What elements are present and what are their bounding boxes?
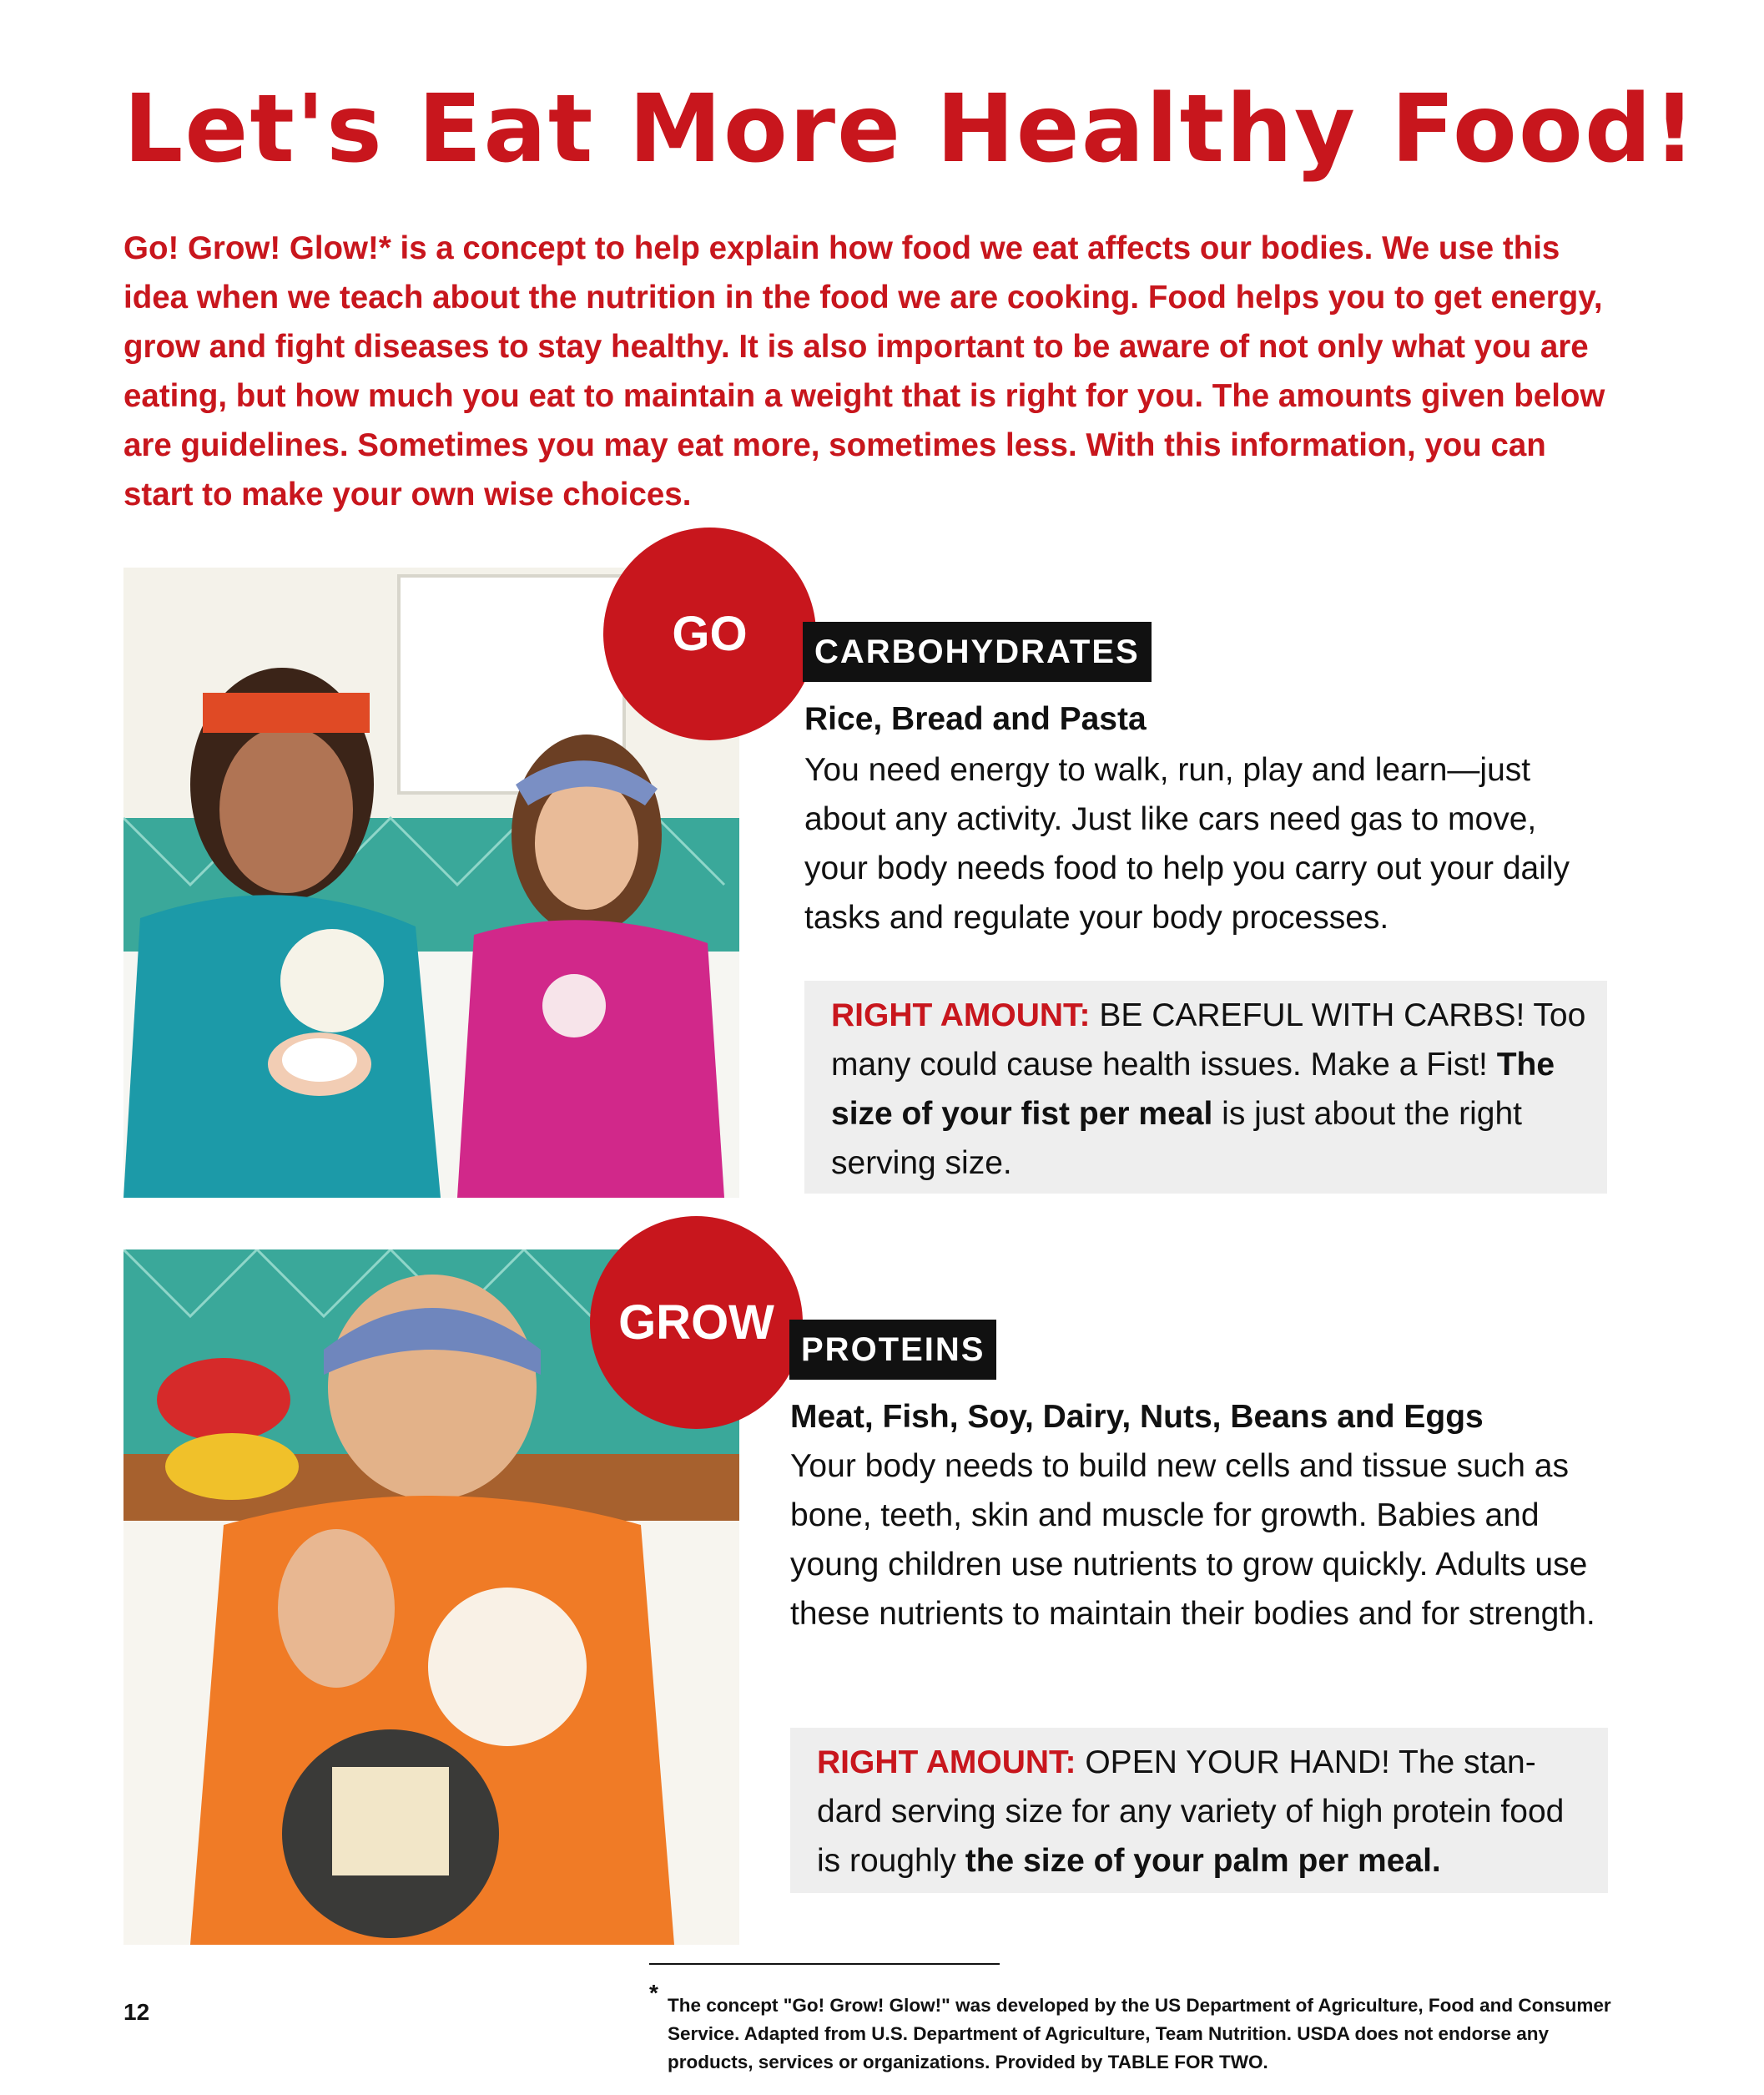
- grow-right-amount-label: RIGHT AMOUNT:: [817, 1744, 1076, 1780]
- go-body-text: You need energy to walk, run, play and learn—just about any activity. Just like cars need gas to move, your body needs food to help you carry out your daily tasks and regulate your body processes.: [804, 752, 1570, 936]
- go-amount-text-end: is just about the right serving size.: [831, 1096, 1523, 1181]
- grow-badge: GROW: [590, 1216, 803, 1429]
- intro-paragraph: Go! Grow! Glow!* is a concept to help explain how food we eat affects our bodies. We use this idea when we teach about the nutrition in the food we are cooking. Food helps you to get energy, grow and fight diseases to stay healthy. It is also important to be aware of not only what you are eating, but how much you eat to maintain a weight that is right for you. The amounts given below are guidelines. Sometimes you may eat more, sometimes less. With this information, you can start to make your own wise choices.: [123, 230, 1605, 512]
- go-badge: GO: [603, 528, 816, 740]
- proteins-label: PROTEINS: [789, 1320, 996, 1380]
- grow-amount-emphasis: the size of your palm per meal.: [965, 1843, 1441, 1879]
- footnote-marker: *: [649, 1980, 658, 2006]
- go-right-amount-box: [804, 981, 1607, 1194]
- footnote-divider: [649, 1963, 1000, 1965]
- grow-amount-text: OPEN YOUR HAND! The stan-dard serving size for any variety of high protein food is roughly: [817, 1744, 1565, 1879]
- go-right-amount-label: RIGHT AMOUNT:: [831, 997, 1091, 1033]
- go-foods-heading: Rice, Bread and Pasta: [804, 701, 1147, 737]
- footnote: The concept "Go! Grow! Glow!" was developed by the US Department of Agriculture, Food and Consumer Service. Adapted from U.S. Department of Agriculture, Team Nutrition. USDA does not endorse any products, services or organizations. Provided by TABLE FOR TWO.: [668, 1995, 1611, 2072]
- grow-right-amount-box: [790, 1728, 1608, 1893]
- grow-body-text: Your body needs to build new cells and tissue such as bone, teeth, skin and muscle for growth. Babies and young children use nutrients to grow quickly. Adults use these nutrients to maintain their bodies and for strength.: [790, 1448, 1595, 1632]
- go-amount-text: BE CAREFUL WITH CARBS! Too many could cause health issues. Make a Fist!: [831, 997, 1586, 1083]
- page-title: Let's Eat More Healthy Food!: [123, 75, 1698, 184]
- page-number: 12: [123, 1999, 150, 2025]
- go-amount-emphasis: The size of your fist per meal: [831, 1047, 1555, 1132]
- carbohydrates-label: CARBOHYDRATES: [803, 622, 1152, 682]
- grow-foods-heading: Meat, Fish, Soy, Dairy, Nuts, Beans and Eggs: [790, 1399, 1484, 1435]
